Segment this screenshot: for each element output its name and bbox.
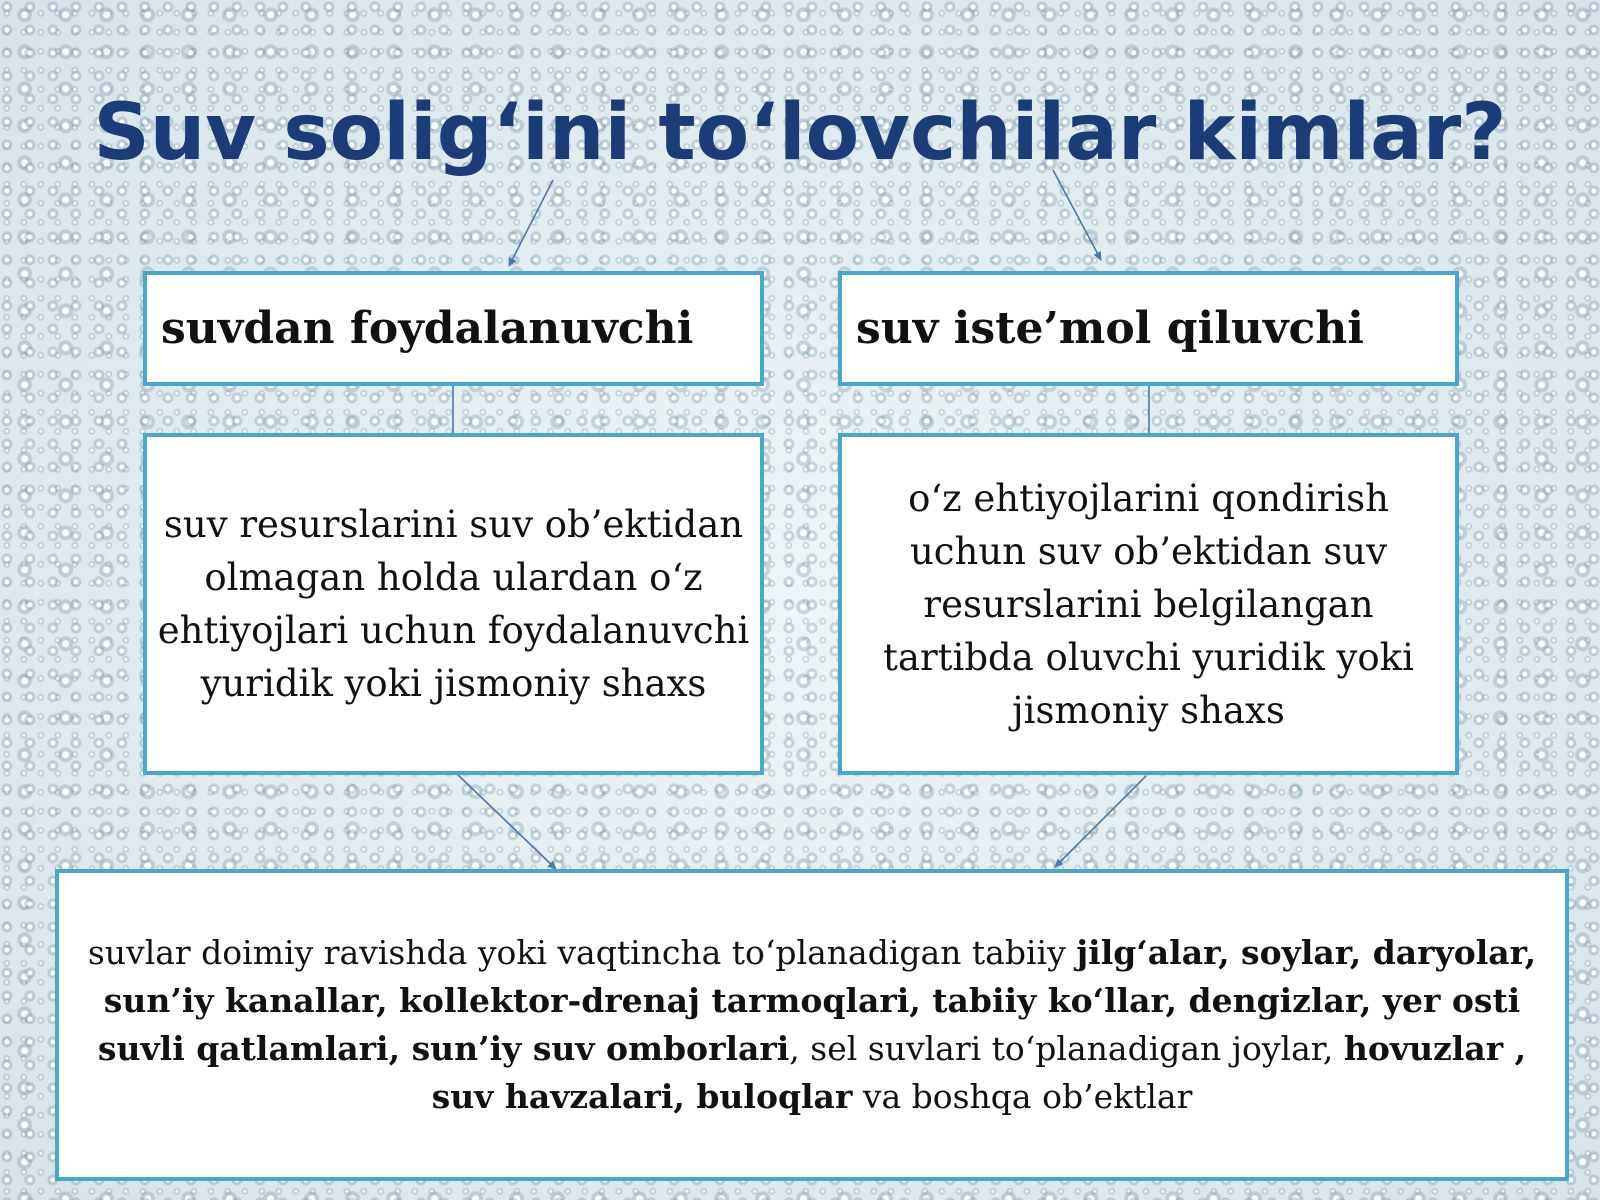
water-objects-text [73,929,1551,1121]
objects-text-intro: suvlar doimiy ravishda yoki vaqtincha to‘planadigan tabiiy [87,933,1077,972]
left-definition-box [143,433,764,775]
arrow-right-to-objects [1055,776,1146,867]
arrow-title-to-left [509,180,553,266]
objects-text-other: va boshqa ob’ektlar [852,1077,1193,1116]
right-definition-box [838,433,1459,775]
objects-text-ponds-springs: hovuzlar , suv havzalari, buloqlar [431,1029,1527,1116]
right-definition: o‘z ehtiyojlarini qondirish uchun suv ob’ektidan suv resurslarini belgilangan tartibda oluvchi yuridik yoki jismoniy shaxs [883,476,1414,732]
slide-title: Suv solig‘ini to‘lovchilar kimlar? [93,88,1507,178]
right-heading: suv iste’mol qiluvchi [856,303,1364,354]
left-definition: suv resurslarini suv ob’ektidan olmagan holda ulardan o‘z ehtiyojlari uchun foydalanuvchi yuridik yoki jismoniy shaxs [157,503,750,705]
left-heading: suvdan foydalanuvchi [161,303,694,354]
arrow-left-to-objects [456,773,556,869]
left-heading-box [143,271,764,386]
objects-text-mudflow-places: , sel suvlari to‘planadigan joylar, [789,1029,1344,1068]
arrow-title-to-right [1053,170,1101,260]
water-objects-box [55,869,1569,1181]
objects-text-natural-bodies: jilg‘alar, soylar, daryolar, sun’iy kanallar, kollektor-drenaj tarmoqlari, tabiiy ko‘llar, dengizlar, yer osti suvli qatlamlari, sun’iy suv omborlari [97,933,1537,1068]
right-heading-box [838,271,1459,386]
